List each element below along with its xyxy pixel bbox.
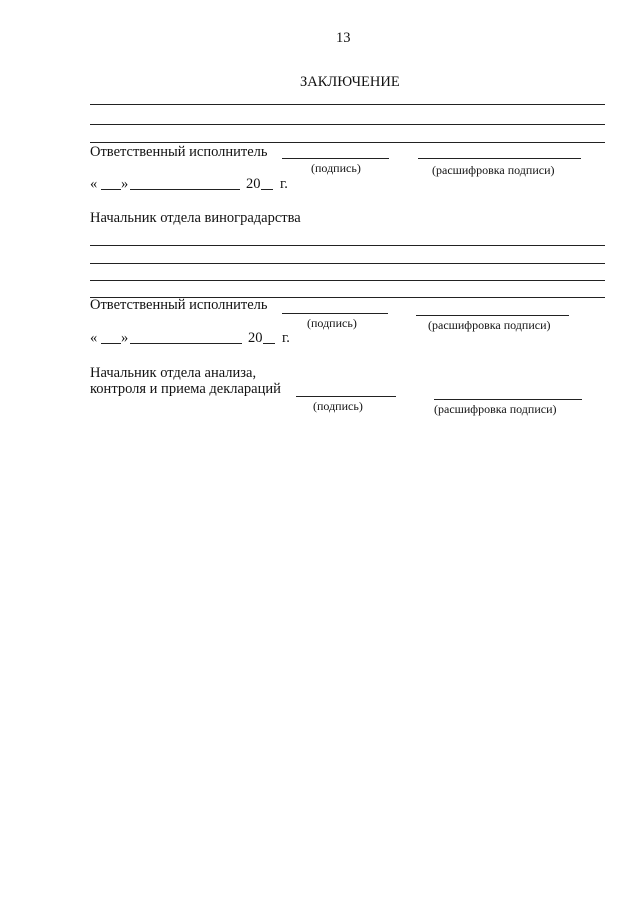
date-day-line (101, 343, 121, 344)
page-number: 13 (336, 30, 351, 46)
decoding-line (416, 315, 569, 316)
date-open-quote: « (90, 176, 98, 192)
date-year-line (263, 343, 275, 344)
date-suffix: г. (280, 176, 288, 192)
conclusion-line (90, 280, 605, 281)
signature-line (282, 313, 388, 314)
conclusion-line (90, 263, 605, 264)
decoding-line (418, 158, 581, 159)
signature-caption: (подпись) (307, 316, 357, 330)
decoding-caption: (расшифровка подписи) (432, 163, 555, 177)
signature-caption: (подпись) (311, 161, 361, 175)
head-analysis-label-line1: Начальник отдела анализа, (90, 365, 257, 381)
date-month-line (130, 343, 242, 344)
date-month-line (130, 189, 240, 190)
conclusion-line (90, 124, 605, 125)
document-title: ЗАКЛЮЧЕНИЕ (300, 74, 400, 90)
decoding-caption: (расшифровка подписи) (428, 318, 551, 332)
date-close-quote: » (121, 176, 129, 192)
date-open-quote: « (90, 330, 98, 346)
conclusion-line (90, 142, 605, 143)
signature-caption: (подпись) (313, 399, 363, 413)
conclusion-line (90, 104, 605, 105)
executor-label: Ответственный исполнитель (90, 297, 268, 313)
conclusion-line (90, 245, 605, 246)
executor-label: Ответственный исполнитель (90, 144, 268, 160)
date-close-quote: » (121, 330, 129, 346)
date-suffix: г. (282, 330, 290, 346)
head-analysis-label-line2: контроля и приема деклараций (90, 381, 281, 397)
signature-line (296, 396, 396, 397)
signature-line (282, 158, 389, 159)
date-year-line (261, 189, 273, 190)
decoding-caption: (расшифровка подписи) (434, 402, 557, 416)
head-viticulture-label: Начальник отдела виноградарства (90, 210, 301, 226)
date-day-line (101, 189, 121, 190)
date-year-prefix: 20 (248, 330, 263, 346)
date-year-prefix: 20 (246, 176, 261, 192)
decoding-line (434, 399, 582, 400)
